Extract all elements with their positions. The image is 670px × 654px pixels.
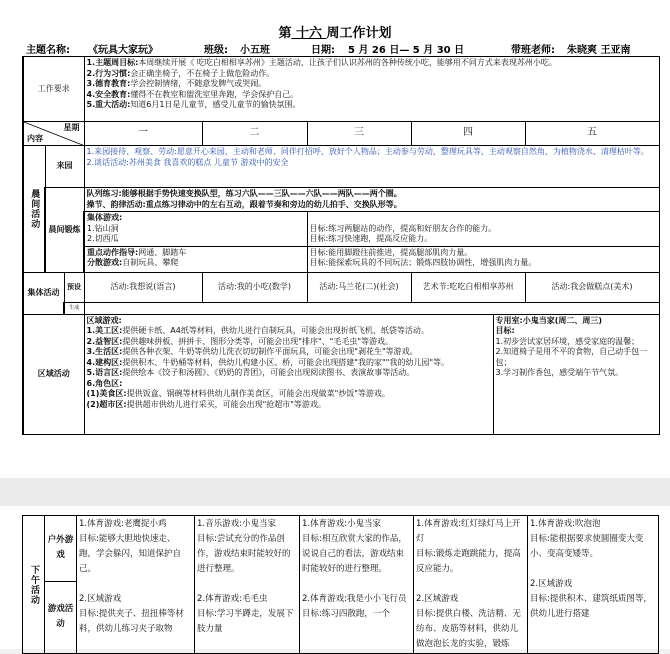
work-req-item: 4.安全教育:懂得不在教室和盥洗室里奔跑，学会保护自己。 xyxy=(86,89,299,99)
free-play-label: 游戏活动 xyxy=(45,581,77,653)
generated-row xyxy=(23,302,659,314)
arrival-row xyxy=(23,146,659,188)
group-activity-row xyxy=(23,272,659,302)
generated-label: 生成 xyxy=(64,302,84,314)
group-goals: 目标:练习两腿站的动作，提高和好朋友合作的能力。 目标:练习快速跑，提高反应能力。 xyxy=(307,212,659,247)
activity-thu: 艺术节:吃吃白相相享苏州 xyxy=(411,272,525,302)
afternoon-row-1 xyxy=(23,516,659,582)
arrival-label: 来园 xyxy=(45,146,84,188)
group-game-row xyxy=(23,212,659,247)
date-value: 5 月 26 日— 5 月 30 日 xyxy=(348,45,465,56)
activity-tue: 活动:我的小吃(数学) xyxy=(202,272,307,302)
exercise-content: 队列练习:能够根据手势快速变换队型，练习六队——三队——六队——两队——两个圈。 操节、韵律活动:重点练习律动中的左右互动，跟着节奏和旁边的幼儿拍手、交换队形等。 xyxy=(84,188,659,212)
activity-fri: 活动:我会做糕点(美术) xyxy=(525,272,659,302)
day-wed: 三 xyxy=(307,122,411,146)
special-room: 专用室:小鬼当家(周二、周三) 目标: 1.初步尝试家居环境，感受家庭的温馨； 2.知道椅子是用不平的食物，自己动手包一包； 3.学习制作香包，感受端午节气氛。 xyxy=(493,314,659,434)
activity-mon: 活动:我想说(语言) xyxy=(84,272,202,302)
afternoon-thu: 1.体育游戏:红灯绿灯马上开灯 目标:锻炼走跑跳能力，提高反应能力。 2.区域游戏 目标:提供白楼、洗洁精、无纺布、皮筋等材料，供幼儿做泡泡长龙的实验，锻炼 xyxy=(414,516,528,654)
date-label: 日期: xyxy=(311,45,335,56)
area-item: 4.建构区:提供积木、牛奶桶等材料，供幼儿构建小区、桥，可能会出现搭建"我的家""我的幼儿园"等。 xyxy=(86,357,450,367)
work-req-item: 1.主题周目标:本周继续开展《 吃吃白相相享苏州》主题活动，让孩子们认识苏州的各种传统小吃，能够用不同方式来表现苏州小吃。 xyxy=(86,58,557,67)
day-fri: 五 xyxy=(525,122,659,146)
area-item: 3.生活区:提供各种衣架、牛奶等供幼儿洗衣切切制作平面玩具，可能会出现"剥花生"等游戏。 xyxy=(86,347,418,356)
weekly-plan-table xyxy=(22,56,660,435)
work-req-content xyxy=(84,57,659,122)
teacher-value: 朱晓爽 王亚南 xyxy=(567,45,631,56)
area-row xyxy=(23,314,659,434)
class-label: 班级: xyxy=(204,45,228,56)
arrival-content: 1.来园接待、观察、劳动:愿意开心来园，主动和老师、同伴打招呼，放好个人物品；主动参与劳动，整理玩具等，主动观察自然角，为植物浇水、清理枯叶等。 2.谈话活动:苏州美食 我喜欢的糕点 儿童节 游戏中的安全 xyxy=(84,146,659,188)
area-content: 区域游戏: 1.美工区:提供硬卡纸、A4纸等材料，供幼儿进行自制玩具，可能会出现折纸飞机、纸袋等活动。 2.益智区:提供趣味拼板、拼拼卡、图形分类等，可能会出现"排序"、"毛毛虫"等游戏。 3.生活区:提供各种衣架、牛奶等供幼儿洗衣切切制作平面玩具，可能会出现"剥花生"等游戏。 4.建构区:提供积木、牛奶桶等材料，供幼儿构建小区、桥，可能会出现搭建"我的家""我的幼儿园"等。 5.语言区:提供绘本《饺子和汤圆》、《奶奶的青团》，可能会出现阅读图书、表演故事等活动。 6.角色区: (1)美食区:提供饭盒、锅碗等材料供幼儿制作美食区，可能会出现做菜"炒饭"等游戏。 (2)超市区:提供超市供幼儿进行采买，可能会出现"抢超市"等游戏。 xyxy=(84,314,493,434)
key-actions: 重点动作指导:网通、脚踏车 分散游戏:自制玩具、攀爬 xyxy=(84,246,307,272)
area-item: (1)美食区:提供饭盒、锅碗等材料供幼儿制作美食区，可能会出现做菜"炒饭"等游戏。 xyxy=(86,389,390,398)
area-item: 5.语言区:提供绘本《饺子和汤圆》、《奶奶的青团》，可能会出现阅读图书、表演故事等活动。 xyxy=(86,368,415,377)
area-item: (2)超市区:提供超市供幼儿进行采买，可能会出现"抢超市"等游戏。 xyxy=(86,399,326,409)
theme-label: 主题名称: xyxy=(26,45,70,56)
morning-label: 晨间活动 xyxy=(23,146,45,273)
afternoon-mon: 1.体育游戏:老鹰捉小鸡 目标:能够大胆地快速走、跑，学会躲闪，知道保护自己。 2.区域游戏 目标:提供夹子、扭扭棒等材料，供幼儿练习夹子取物 xyxy=(77,516,195,654)
theme-value: 《玩具大家玩》 xyxy=(88,45,158,56)
area-label: 区域活动 xyxy=(23,314,84,434)
teacher-label: 带班老师: xyxy=(511,45,555,56)
key-action-row xyxy=(23,246,659,272)
group-activity-label: 集体活动 xyxy=(23,272,64,314)
work-req-item: 2.行为习惯:会正确坐椅子，不在椅子上做危险动作。 xyxy=(86,68,275,78)
area-item: 1.美工区:提供硬卡纸、A4纸等材料，供幼儿进行自制玩具，可能会出现折纸飞机、纸袋等活动。 xyxy=(86,326,429,335)
activity-wed: 活动:马兰花(二)(社会) xyxy=(307,272,411,302)
day-thu: 四 xyxy=(411,122,525,146)
afternoon-fri: 1.体育游戏:吹泡泡 目标:能根据要求使圆圈变大变小、变高变矮等。 2.区域游戏 目标:提供积木、建筑纸质图等，供幼儿进行搭建 xyxy=(528,516,659,654)
area-item: 2.益智区:提供趣味拼板、拼拼卡、图形分类等，可能会出现"排序"、"毛毛虫"等游戏。 xyxy=(86,336,394,346)
day-header-row xyxy=(23,122,659,146)
preset-label: 预设 xyxy=(64,272,84,302)
afternoon-wed: 1.体育游戏:小鬼当家 目标:相互欣赏大家的作品，说说自己的看法，游戏结束时能较好的进行整理。 2.体育游戏:我是小小飞行员 目标:练习四散跑，一个 xyxy=(300,516,414,654)
afternoon-label: 下午活动 xyxy=(23,516,45,654)
afternoon-tue: 1.音乐游戏:小鬼当家 目标:尝试充分的作品创作，游戏结束时能较好的进行整理。 2.体育游戏:毛毛虫 目标:学习半蹲走，发展下肢力量 xyxy=(195,516,300,654)
work-req-item: 3.德育教育:学会控制情绪，不随意发脾气或哭闹。 xyxy=(86,79,267,88)
key-goals: 目标:能用脚蹬往前推进，提高腿部肌肉力量。 目标:能探索玩具的不同玩法；锻炼四肢协调性，增强肌肉力量。 xyxy=(307,246,659,272)
page-title: 第 十六 周工作计划 xyxy=(278,26,392,41)
class-value: 小五班 xyxy=(240,45,270,56)
work-req-row xyxy=(23,57,659,122)
day-tue: 二 xyxy=(202,122,307,146)
group-games: 集体游戏: 1.钻山洞 2.切西瓜 xyxy=(84,212,307,247)
generated-content xyxy=(84,302,659,314)
area-item: 6.角色区: xyxy=(86,378,123,388)
work-req-label: 工作要求 xyxy=(23,57,84,122)
exercise-label: 晨间锻炼 xyxy=(45,188,84,273)
outdoor-label: 户外游戏 xyxy=(45,516,77,582)
work-req-item: 5.重大活动:知道6月1日是儿童节，感受儿童节的愉快氛围。 xyxy=(86,100,301,109)
page-separator xyxy=(0,478,670,506)
corner-cell: 星期 内容 xyxy=(23,122,84,146)
plan-page-2 xyxy=(0,506,670,649)
day-mon: 一 xyxy=(84,122,202,146)
exercise-row xyxy=(23,188,659,212)
afternoon-table xyxy=(22,515,659,654)
